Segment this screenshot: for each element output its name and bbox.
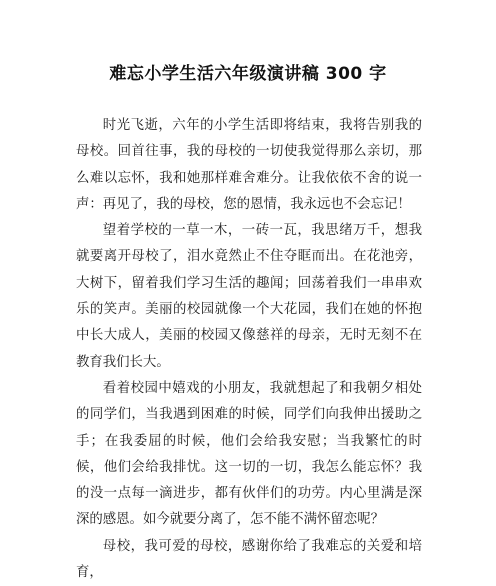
paragraph-4: 母校，我可爱的母校，感谢你给了我难忘的关爱和培育， xyxy=(76,538,422,581)
document-body xyxy=(76,113,422,586)
document-title: 难忘小学生活六年级演讲稿 300 字 xyxy=(109,64,387,84)
paragraph-3: 看着校园中嬉戏的小朋友，我就想起了和我朝夕相处的同学们，当我遇到困难的时候，同学们向我伸出援助之手；在我委屈的时候，他们会给我安慰；当我繁忙的时候，他们会给我排忧。这一切的一切，我怎么能忘怀？我的没一点每一滴进步，都有伙伴们的功劳。内心里满是深深的感恩。如今就要分离了，怎不能不满怀留恋呢？ xyxy=(76,380,422,528)
paragraph-2: 望着学校的一草一木，一砖一瓦，我思绪万千，想我就要离开母校了，泪水竟然止不住夺眶而出。在花池旁，大树下，留着我们学习生活的趣闻；回荡着我们一串串欢乐的笑声。美丽的校园就像一个大花园，我们在她的怀抱中长大成人，美丽的校园又像慈祥的母亲，无时无刻不在教育我们长大。 xyxy=(76,223,422,370)
paragraph-1: 时光飞逝，六年的小学生活即将结束，我将告别我的母校。回首往事，我的母校的一切使我觉得那么亲切，那么难以忘怀，我和她那样难舍难分。让我依依不舍的说一声：再见了，我的母校，您的恩情，我永远也不会忘记！ xyxy=(76,118,422,212)
